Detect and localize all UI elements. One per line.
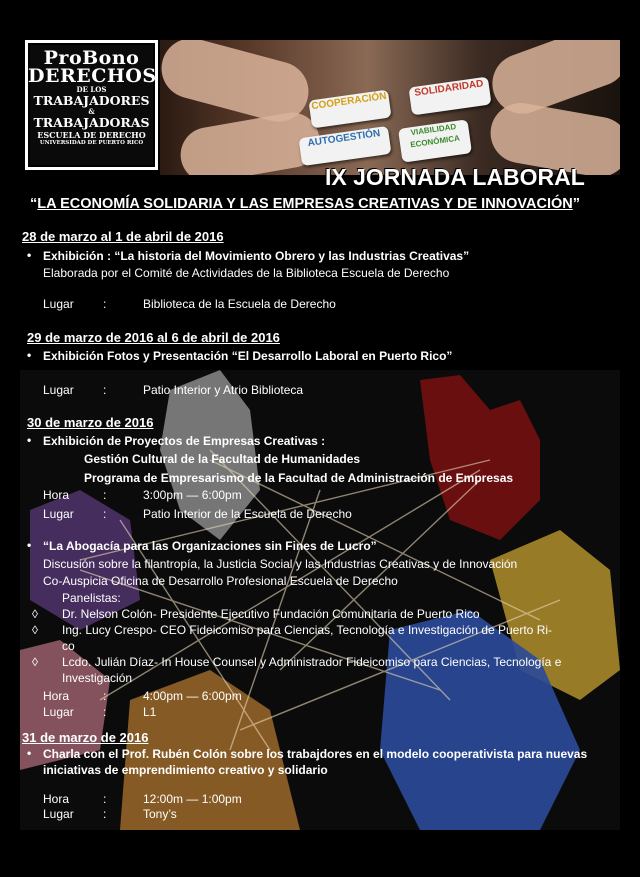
lugar-row <box>43 383 603 397</box>
section-title-text: Exhibición Fotos y Presentación “El Desarrollo Laboral en Puerto Rico” <box>43 349 453 363</box>
event-title: IX JORNADA LABORAL <box>325 164 585 190</box>
bullet-icon: • <box>27 746 32 760</box>
section-title-text: Exhibición : “La historia del Movimiento Obrero y las Industrias Creativas” <box>43 249 470 263</box>
section-desc: Elaborada por el Comité de Actividades de la Biblioteca Escuela de Derecho <box>43 266 450 280</box>
hora-value: 12:00m — 1:00pm <box>143 792 242 806</box>
logo-line: DERECHOS <box>28 65 157 87</box>
section-date: 28 de marzo al 1 de abril de 2016 <box>22 229 224 244</box>
hora-row <box>43 488 603 502</box>
panelist-item <box>32 607 480 621</box>
colon: : <box>103 507 107 521</box>
logo-line: ProBono <box>43 47 140 69</box>
hora-value: 3:00pm — 6:00pm <box>143 488 242 502</box>
section-subitem: Programa de Empresarismo de la Facultad de Administración de Empresas <box>84 471 514 485</box>
quote-open: “ <box>30 196 38 212</box>
colon: : <box>103 792 107 806</box>
panelist-text-cont: co <box>62 639 75 653</box>
lugar-label: Lugar <box>43 807 74 821</box>
section-title-text: “La Abogacía para las Organizaciones sin Fines de Lucro” <box>43 539 377 553</box>
diamond-bullet-icon: ◊ <box>32 623 38 637</box>
lugar-value: Patio Interior de la Escuela de Derecho <box>143 507 352 521</box>
lugar-row <box>43 297 603 311</box>
quote-close: ” <box>572 196 580 212</box>
bullet-icon: • <box>27 248 32 262</box>
lugar-row <box>43 807 603 821</box>
lugar-value: Patio Interior y Atrio Biblioteca <box>143 383 304 397</box>
section-title <box>27 348 453 363</box>
colon: : <box>103 383 107 397</box>
lugar-row <box>43 507 603 521</box>
logo-line: DE LOS <box>76 85 107 94</box>
puzzle-hands-photo <box>160 40 620 175</box>
panelist-text: Ing. Lucy Crespo- CEO Fideicomiso para Ciencias, Tecnología e Investigación de Puerto Ri- <box>62 623 553 637</box>
panelist-item <box>32 623 553 637</box>
section-title <box>27 746 588 761</box>
puzzle-piece: VIABILIDAD ECONÓMICA <box>398 119 472 162</box>
hora-value: 4:00pm — 6:00pm <box>143 689 242 703</box>
logo-line: TRABAJADORAS <box>33 115 150 130</box>
section-title-text: Charla con el Prof. Rubén Colón sobre los trabajdores en el modelo cooperativista para nuevas <box>43 747 588 761</box>
hora-label: Hora <box>43 792 70 806</box>
panelist-text: Lcdo. Julián Díaz- In House Counsel y Administrador Fideicomiso para Ciencias, Tecnología e <box>62 655 562 669</box>
panelist-item <box>32 655 562 669</box>
hora-label: Hora <box>43 488 70 502</box>
logo-line: UNIVERSIDAD DE PUERTO RICO <box>39 140 144 146</box>
colon: : <box>103 488 107 502</box>
hora-row <box>43 689 603 703</box>
lugar-label: Lugar <box>43 383 74 397</box>
section-subitem: Gestión Cultural de la Facultad de Humanidades <box>84 452 361 466</box>
logo-line: ESCUELA DE DERECHO <box>37 130 146 140</box>
section-desc: Co-Auspicia Oficina de Desarrollo Profesional Escuela de Derecho <box>43 574 398 588</box>
section-title-text: Exhibición de Proyectos de Empresas Creativas : <box>43 434 326 448</box>
section-date: 31 de marzo de 2016 <box>22 730 149 745</box>
lugar-row <box>43 705 603 719</box>
bullet-icon: • <box>27 538 32 552</box>
panelist-text: Dr. Nelson Colón- Presidente Ejecutivo Fundación Comunitaria de Puerto Rico <box>62 607 480 621</box>
lugar-value: L1 <box>143 705 157 719</box>
event-subtitle <box>30 196 580 212</box>
colon: : <box>103 297 107 311</box>
section-date: 29 de marzo de 2016 al 6 de abril de 2016 <box>27 330 280 345</box>
probono-logo <box>25 40 158 170</box>
section-title <box>27 433 326 448</box>
bullet-icon: • <box>27 348 32 362</box>
lugar-label: Lugar <box>43 507 74 521</box>
puzzle-piece: COOPERACIÓN <box>308 90 391 129</box>
puzzle-piece: AUTOGESTIÓN <box>298 126 391 166</box>
bullet-icon: • <box>27 433 32 447</box>
section-date: 30 de marzo de 2016 <box>27 415 154 430</box>
logo-line: & <box>88 107 95 116</box>
lugar-value: Biblioteca de la Escuela de Derecho <box>143 297 336 311</box>
colon: : <box>103 705 107 719</box>
subtitle-text: LA ECONOMÍA SOLIDARIA Y LAS EMPRESAS CREATIVAS Y DE INNOVACIÓN <box>37 196 573 212</box>
panelist-text-cont: Investigación <box>62 671 133 685</box>
section-title <box>27 248 470 263</box>
logo-line: TRABAJADORES <box>33 93 150 108</box>
diamond-bullet-icon: ◊ <box>32 607 38 621</box>
colon: : <box>103 807 107 821</box>
section-title <box>27 538 377 553</box>
hora-label: Hora <box>43 689 70 703</box>
lugar-value: Tony’s <box>143 807 177 821</box>
section-desc: Discusión sobre la filantropía, la Justicia Social y las Industrias Creativas y de Innovación <box>43 557 518 571</box>
lugar-label: Lugar <box>43 297 74 311</box>
puzzle-piece: SOLIDARIDAD <box>408 77 491 116</box>
colon: : <box>103 689 107 703</box>
hora-row <box>43 792 603 806</box>
lugar-label: Lugar <box>43 705 74 719</box>
section-title-cont: iniciativas de emprendimiento creativo y solidario <box>43 763 328 777</box>
panelists-label: Panelistas: <box>62 591 121 605</box>
diamond-bullet-icon: ◊ <box>32 655 38 669</box>
